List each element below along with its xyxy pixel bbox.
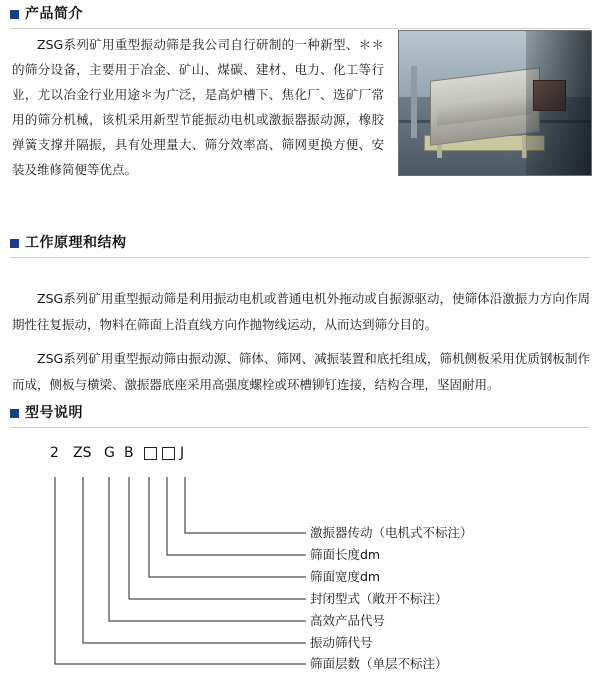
model-char-drive: J (180, 445, 185, 461)
section-title-model: 型号说明 (25, 405, 83, 421)
model-char-series: ZS (73, 445, 92, 461)
square-bullet-icon (10, 239, 19, 248)
intro-paragraph: ZSG系列矿用重型振动筛是我公司自行研制的一种新型、＊＊的筛分设备，主要用于冶金、矿山、煤碳、建材、电力、化工等行业，尤以冶金行业用途＊为广泛，是高炉槽下、焦化厂、选矿厂常用的筛分机械，该机采用新型节能振动电机或激振器振动源，橡胶弹簧支撑并隔振，具有处理量大、筛分效率高、筛网更换方便、安装及维修简便等优点。 (12, 37, 384, 177)
model-legend-enclosure: 封闭型式（敞开不标注） (310, 591, 448, 606)
square-bullet-icon (10, 10, 19, 19)
model-legend-series: 振动筛代号 (310, 635, 373, 650)
section-divider (10, 28, 590, 29)
model-box-length (162, 447, 175, 460)
model-legend-layers: 筛面层数（单层不标注） (310, 656, 448, 671)
model-leader-lines (10, 445, 590, 670)
square-bullet-icon (10, 409, 19, 418)
intro-text-block (12, 32, 384, 182)
section-header-principle (10, 235, 590, 258)
model-char-layers: 2 (50, 445, 59, 461)
model-char-highefficiency: G (104, 445, 115, 461)
principle-paragraph-2: ZSG系列矿用重型振动筛由振动源、筛体、筛网、减振装置和底托组成，筛机侧板采用优质钢板制作而成，侧板与横梁、激振器底座采用高强度螺栓或环槽铆钉连接，结构合理，坚固耐用。 (12, 351, 590, 392)
model-legend-width: 筛面宽度dm (310, 569, 381, 584)
model-legend-drive: 激振器传动（电机式不标注） (310, 525, 473, 540)
section-title-principle: 工作原理和结构 (25, 235, 127, 251)
principle-text-block (12, 286, 590, 406)
section-title-row (10, 6, 590, 22)
section-header-model (10, 405, 590, 428)
principle-paragraph-1: ZSG系列矿用重型振动筛是利用振动电机或普通电机外拖动或自振源驱动，使筛体沿激振力方向作周期性往复振动，物料在筛面上沿直线方向作抛物线运动，从而达到筛分目的。 (12, 291, 590, 332)
section-divider (10, 427, 590, 428)
product-photo (398, 30, 592, 176)
model-char-enclosure: B (124, 445, 134, 461)
section-header-intro (10, 6, 590, 29)
section-title-row-model (10, 405, 590, 421)
photo-shadow-overlay (526, 31, 591, 175)
model-legend-length: 筛面长度dm (310, 547, 381, 562)
section-title-intro: 产品简介 (25, 6, 83, 22)
photo-pipe (411, 66, 417, 138)
section-title-row-principle (10, 235, 590, 251)
model-box-width (144, 447, 157, 460)
section-divider (10, 257, 590, 258)
model-legend-highefficiency: 高效产品代号 (310, 613, 386, 628)
model-code-diagram (10, 445, 590, 670)
